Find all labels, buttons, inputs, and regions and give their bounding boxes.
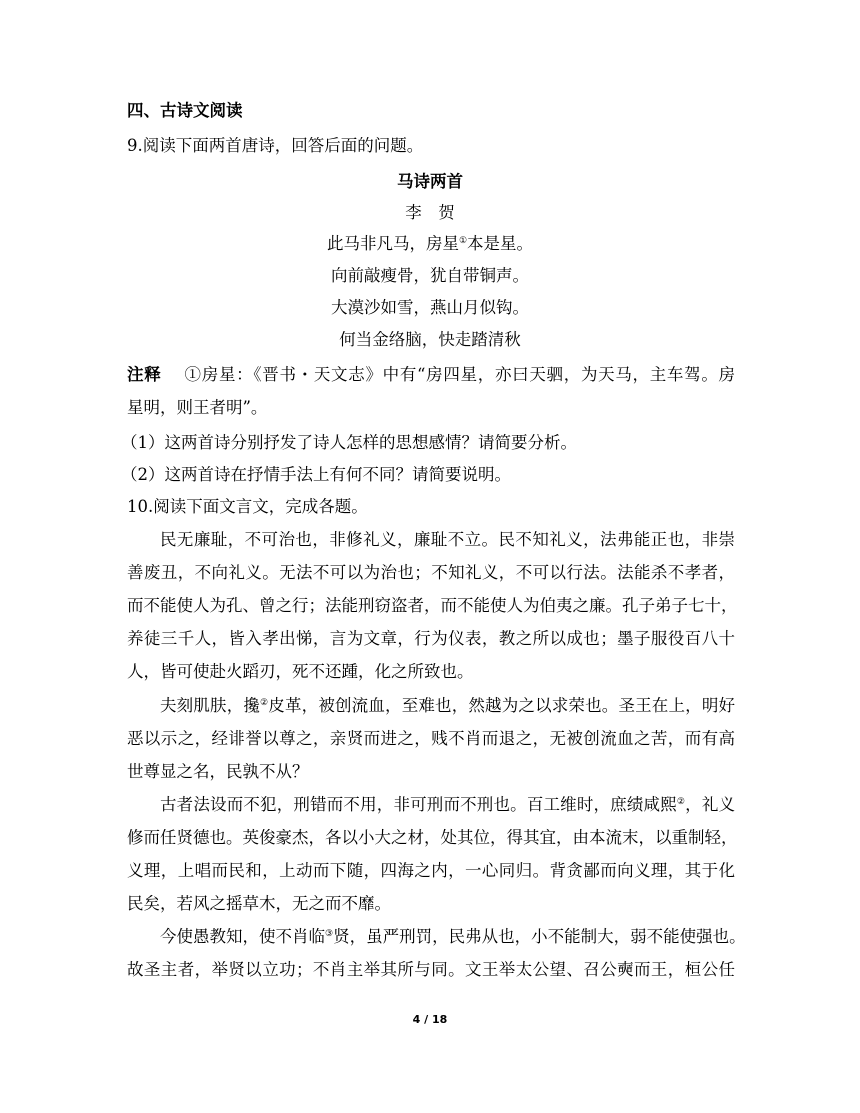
paragraph-3-line-1: 古者法设而不犯，刑错而不用，非可刑而不刑也。百工维时，庶绩咸熙②，礼义: [160, 795, 736, 814]
poem-author: 李 贺: [405, 203, 455, 222]
section-title: 四、古诗文阅读: [127, 101, 243, 120]
question-9-prompt: 9.阅读下面两首唐诗，回答后面的问题。: [127, 136, 424, 155]
footnote-marker: ①: [458, 236, 468, 246]
paragraph-1-line-3: 而不能使人为孔、曾之行；法能刑窃盗者，而不能使人为伯夷之廉。孔子弟子七十，: [127, 596, 738, 615]
note-label: 注释: [127, 365, 162, 384]
note-line-2: 星明，则王者明”。: [127, 398, 268, 417]
paragraph-2-line-1: 夫刻肌肤，攙②皮革，被创流血，至难也，然越为之以求荣也。圣王在上，明好: [160, 696, 735, 715]
footnote-marker: ③: [325, 929, 334, 939]
paragraph-1-line-4: 养徒三千人，皆入孝出悌，言为文章，行为仪表，教之所以成也；墨子服役百八十: [127, 629, 735, 648]
paragraph-2-line-3: 世尊显之名，民孰不从？: [127, 762, 309, 781]
poem-line-2: 向前敲瘦骨，犹自带铜声。: [331, 266, 529, 285]
paragraph-1-line-5: 人，皆可使赴火蹈刃，死不还踵，化之所致也。: [127, 662, 474, 681]
sub-question-1: （1）这两首诗分别抒发了诗人怎样的思想感情？请简要分析。: [121, 433, 577, 452]
paragraph-4-line-1: 今使愚教知，使不肖临③贤，虽严刑罚，民弗从也，小不能制大，弱不能使强也。: [160, 927, 746, 946]
paragraph-1-line-2: 善废丑，不向礼义。无法不可以为治也；不知礼义，不可以行法。法能杀不孝者，: [127, 563, 735, 582]
poem-line-4: 何当金络脑，快走踏清秋: [339, 330, 521, 349]
poem-line-3: 大漠沙如雪，燕山月似钩。: [331, 298, 529, 317]
poem-line-1: 此马非凡马，房星①本是星。: [326, 234, 534, 253]
paragraph-3-line-4: 民矣，若风之摇草木，无之而不靡。: [127, 894, 391, 913]
poem-title: 马诗两首: [397, 172, 463, 191]
paragraph-4-line-2: 故圣主者，举贤以立功；不肖主举其所与同。文王举太公望、召公奭而王，桓公任: [127, 960, 735, 979]
note-line-1: 注释 ①房星：《晋书・天文志》中有“房四星，亦曰天驷，为天马，主车驾。房: [127, 365, 736, 384]
sub-question-2: （2）这两首诗在抒情手法上有何不同？请简要说明。: [121, 465, 511, 484]
question-10-prompt: 10.阅读下面文言文，完成各题。: [127, 497, 368, 516]
paragraph-3-line-2: 修而任贤德也。英俊豪杰，各以小大之材，处其位，得其宜，由本流末，以重制轻，: [127, 828, 738, 847]
footnote-marker: ②: [676, 797, 686, 807]
page-number: 4 / 18: [412, 1013, 448, 1026]
paragraph-1-line-1: 民无廉耻，不可治也，非修礼义，廉耻不立。民不知礼义，法弗能正也，非崇: [160, 530, 735, 549]
paragraph-2-line-2: 恶以示之，经诽誉以尊之，亲贤而进之，贱不肖而退之，无被创流血之苦，而有高: [127, 729, 735, 748]
footnote-marker: ②: [260, 698, 269, 708]
paragraph-3-line-3: 义理，上唱而民和，上动而下随，四海之内，一心同归。背贪鄙而向义理，其于化: [127, 861, 735, 880]
